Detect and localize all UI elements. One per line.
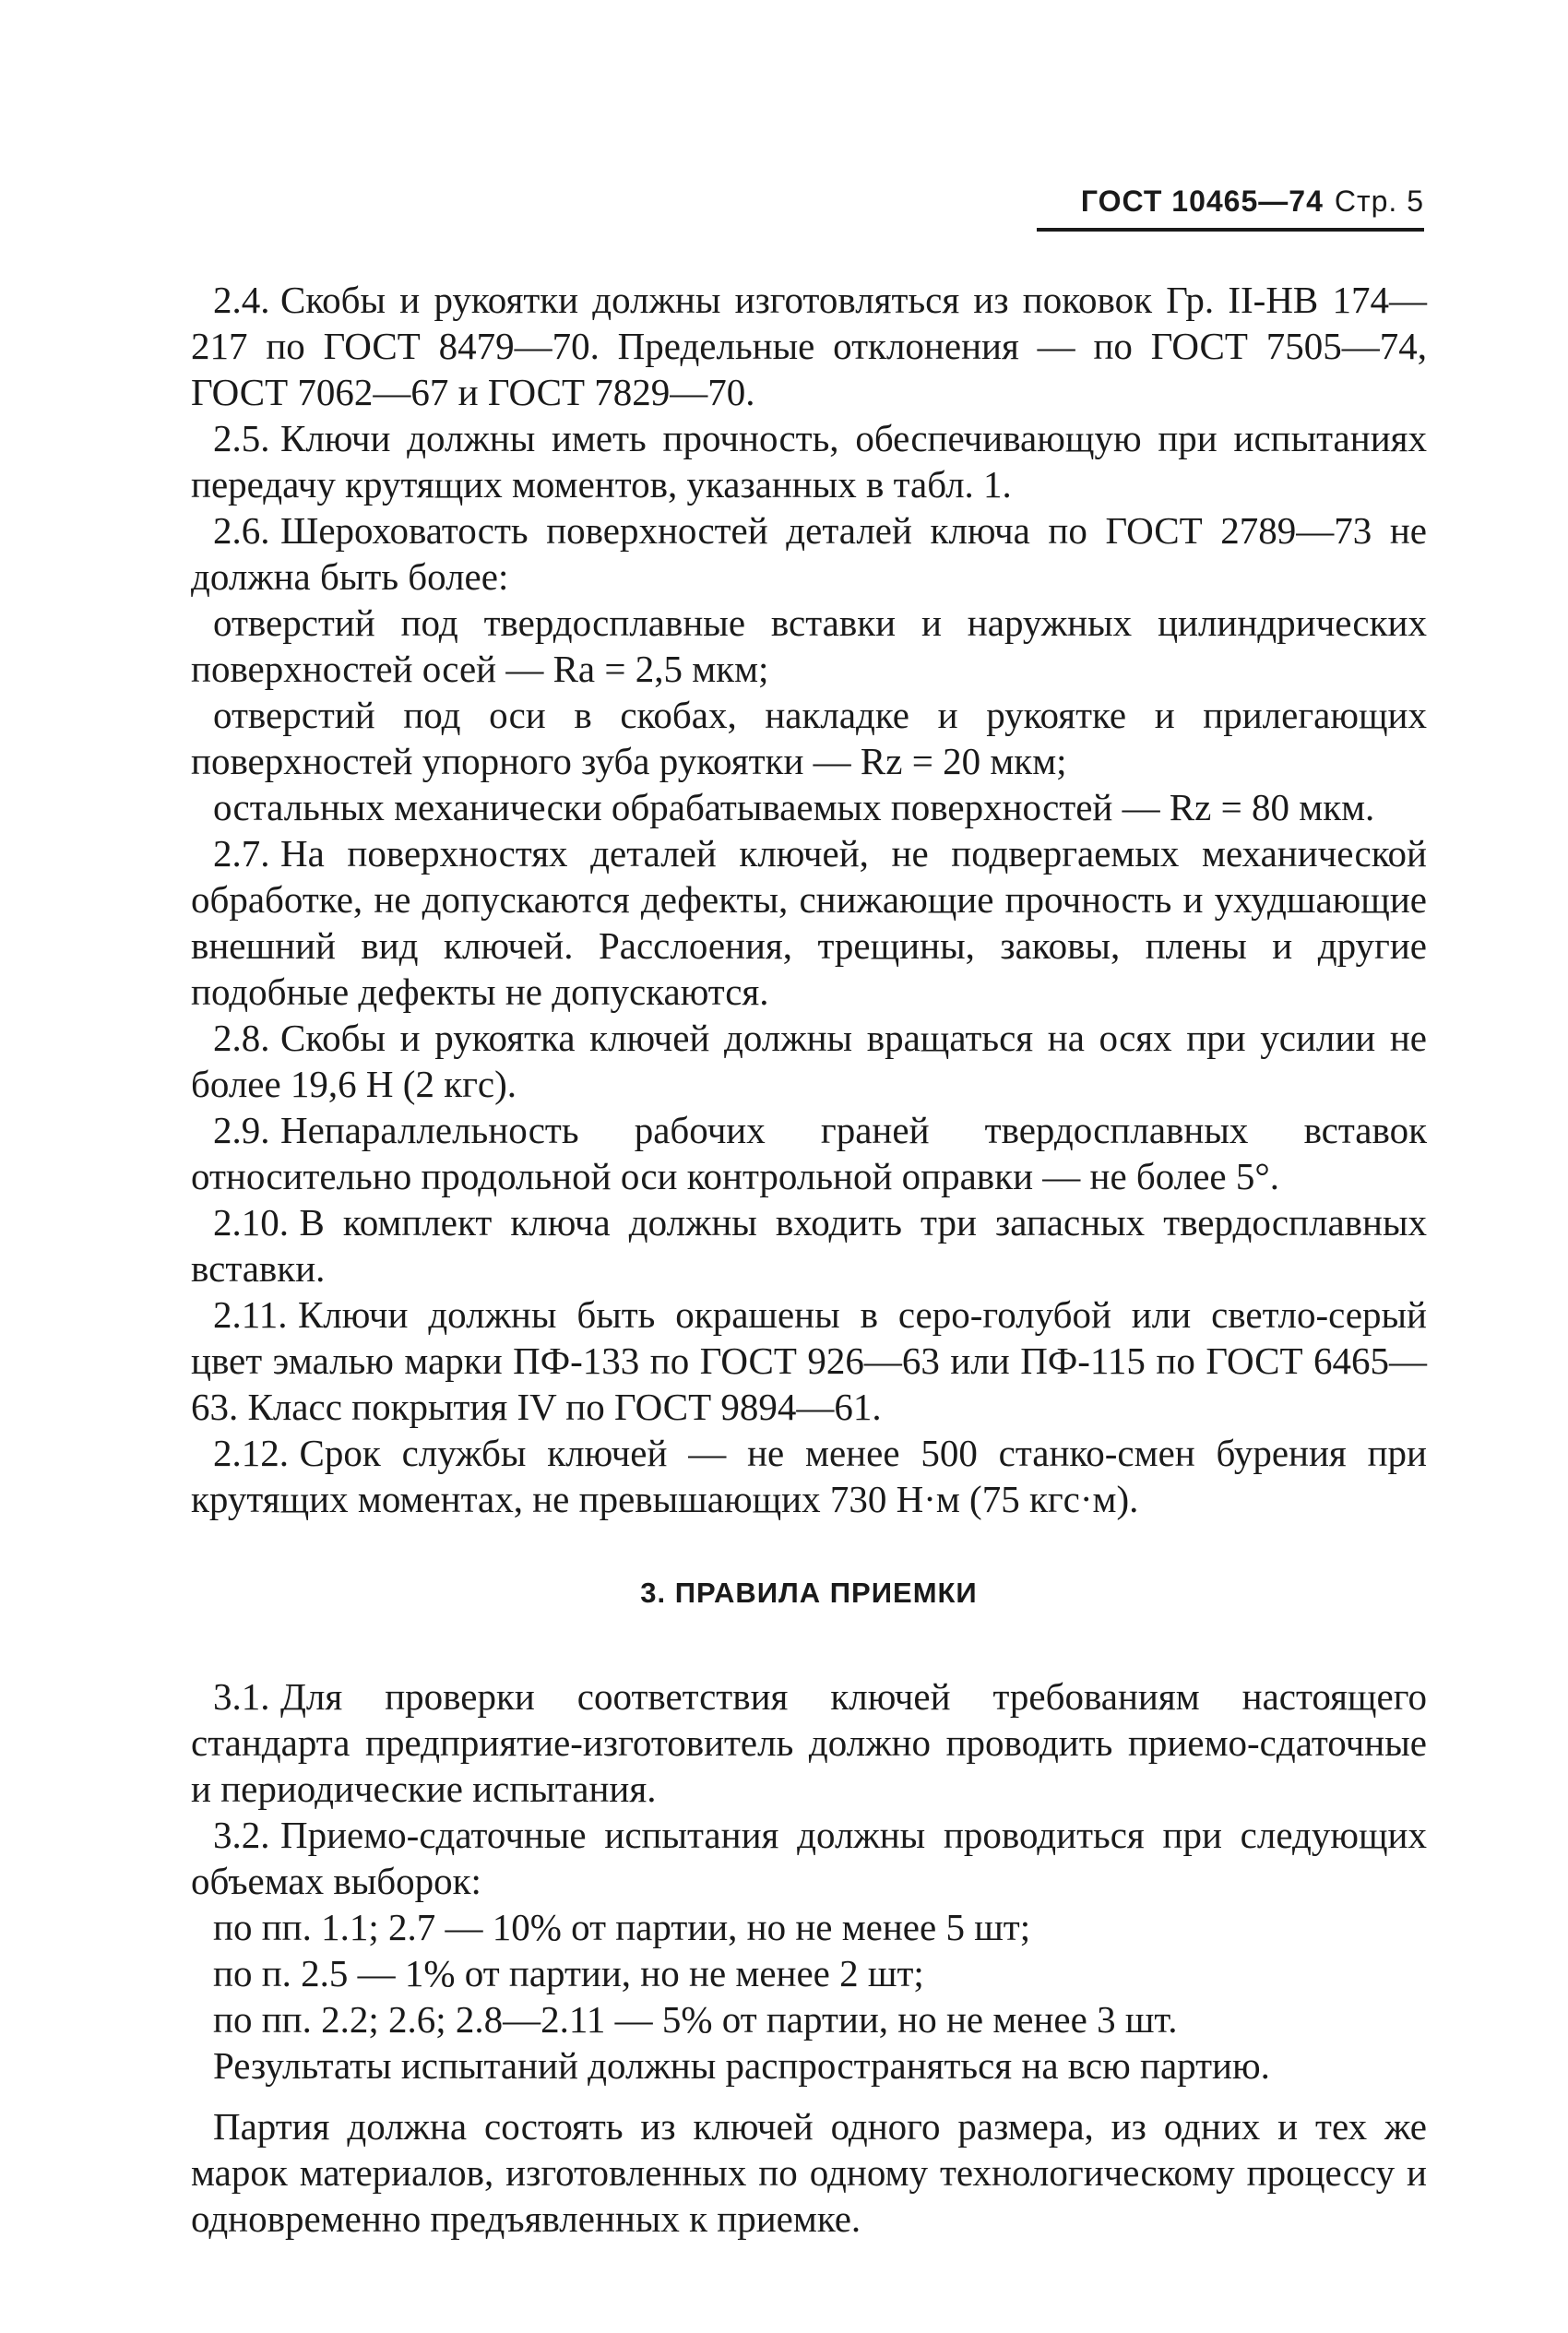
batch-paragraph: Партия должна состоять из ключей одного размера, из одних и тех же марок материалов, изготовленных по одному технологическому процессу и одновременно предъявленных к приемке. [191, 2105, 1427, 2240]
roughness-item: отверстий под оси в скобах, накладке и рукоятке и прилегающих поверхностей упорного зуба рукоятки — Rz = 20 мкм; [191, 694, 1427, 782]
paragraph-3-1 [191, 1673, 1427, 1812]
paragraph-text: Непараллельность рабочих граней твердосплавных вставок относительно продольной оси контрольной оправки — не более 5°. [191, 1109, 1427, 1197]
paragraph-2-11 [191, 1291, 1427, 1430]
roughness-item: остальных механически обрабатываемых поверхностей — Rz = 80 мкм. [213, 786, 1375, 828]
section-heading: 3. ПРАВИЛА ПРИЕМКИ [640, 1577, 978, 1609]
paragraph-text: Шероховатость поверхностей деталей ключа по ГОСТ 2789—73 не должна быть более: [191, 509, 1427, 598]
paragraph-number: 2.12. [213, 1432, 289, 1474]
paragraph-number: 2.7. [213, 832, 270, 875]
paragraph-2-10 [191, 1199, 1427, 1291]
paragraph-text: Скобы и рукоятки должны изготовляться из поковок Гр. II-НВ 174—217 по ГОСТ 8479—70. Предельные отклонения — по ГОСТ 7505—74, ГОСТ 7062—67 и ГОСТ 7829—70. [191, 279, 1427, 413]
paragraph-number: 2.5. [213, 417, 270, 459]
sample-item: по пп. 2.2; 2.6; 2.8—2.11 — 5% от партии, но не менее 3 шт. [213, 1998, 1178, 2041]
paragraph-number: 2.10. [213, 1201, 289, 1244]
paragraph-text: Ключи должны быть окрашены в серо-голубой или светло-серый цвет эмалью марки ПФ-133 по ГОСТ 926—63 или ПФ-115 по ГОСТ 6465—63. Класс покрытия IV по ГОСТ 9894—61. [191, 1293, 1427, 1428]
paragraph-number: 2.6. [213, 509, 270, 552]
paragraph-text: Срок службы ключей — не менее 500 станко-смен бурения при крутящих моментах, не превышающих 730 Н·м (75 кгс·м). [191, 1432, 1427, 1520]
paragraph-text: Скобы и рукоятка ключей должны вращаться на осях при усилии не более 19,6 Н (2 кгс). [191, 1017, 1427, 1105]
paragraph-2-7 [191, 830, 1427, 1015]
paragraph-2-4 [191, 277, 1427, 415]
roughness-item: отверстий под твердосплавные вставки и наружных цилиндрических поверхностей осей — Ra = 2,5 мкм; [191, 601, 1427, 690]
paragraph-text: Приемо-сдаточные испытания должны проводиться при следующих объемах выборок: [191, 1814, 1427, 1902]
paragraph-number: 2.8. [213, 1017, 270, 1059]
spacer [191, 2089, 1427, 2103]
page-number: Стр. 5 [1334, 184, 1424, 218]
paragraph-number: 3.2. [213, 1814, 270, 1856]
paragraph-3-2 [191, 1812, 1427, 1904]
paragraph-text: В комплект ключа должны входить три запасных твердосплавных вставки. [191, 1201, 1427, 1290]
paragraph-2-6 [191, 507, 1427, 600]
paragraph-number: 2.11. [213, 1293, 288, 1336]
page-header [1037, 184, 1424, 232]
results-paragraph: Результаты испытаний должны распространяться на всю партию. [213, 2044, 1270, 2087]
paragraph-number: 3.1. [213, 1675, 270, 1718]
standard-number: ГОСТ 10465—74 [1080, 184, 1324, 218]
sample-item: по пп. 1.1; 2.7 — 10% от партии, но не менее 5 шт; [213, 1906, 1031, 1948]
paragraph-number: 2.4. [213, 279, 270, 321]
paragraph-text: Ключи должны иметь прочность, обеспечивающую при испытаниях передачу крутящих моментов, указанных в табл. 1. [191, 417, 1427, 506]
paragraph-2-8 [191, 1015, 1427, 1107]
paragraph-text: На поверхностях деталей ключей, не подвергаемых механической обработке, не допускаются дефекты, снижающие прочность и ухудшающие внешний вид ключей. Расслоения, трещины, заковы, плены и другие подобные дефекты не допускаются. [191, 832, 1427, 1013]
paragraph-text: Для проверки соответствия ключей требованиям настоящего стандарта предприятие-изготовитель должно проводить приемо-сдаточные и периодические испытания. [191, 1675, 1427, 1810]
paragraph-2-9 [191, 1107, 1427, 1199]
paragraph-number: 2.9. [213, 1109, 270, 1151]
paragraph-2-12 [191, 1430, 1427, 1522]
document-body [191, 277, 1427, 2242]
paragraph-2-5 [191, 415, 1427, 507]
sample-item: по п. 2.5 — 1% от партии, но не менее 2 шт; [213, 1952, 924, 1994]
